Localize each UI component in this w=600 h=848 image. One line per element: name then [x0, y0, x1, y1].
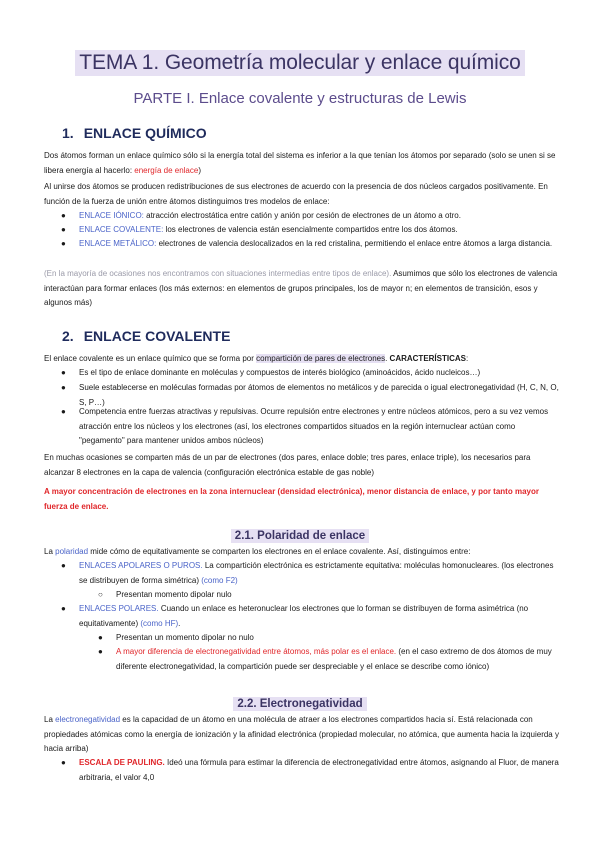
bullet-icon: ●	[61, 368, 66, 377]
list-item-nonmetals: ● Suele establecerse en moléculas formadas por átomos de elementos no metálicos y de parecida o igual electronegatividad (H, C, N, O, S, P…)	[61, 383, 559, 407]
section-2-paragraph-1: El enlace covalente es un enlace químico que se forma por compartición de pares de electrones. CARACTERÍSTICAS:	[44, 354, 469, 363]
bullet-icon: ●	[98, 633, 103, 642]
list-item-apolar: ● ENLACES APOLARES O PUROS. La compartición electrónica es estrictamente equitativa: moléculas homonucleares. (los electrones se distribuyen de forma simétrica) (como F2)	[61, 561, 554, 585]
bullet-icon: ●	[61, 561, 66, 570]
section-1-paragraph-1: Dos átomos forman un enlace químico sólo si la energía total del sistema es inferior a la que tenían los átomos por separado (solo se unen si se libera energía al hacerlo: energía de enlace)	[44, 151, 556, 175]
bullet-icon: ●	[61, 383, 66, 392]
list-item-dominant: ● Es el tipo de enlace dominante en moléculas y compuestos de interés biológico (aminoácidos, ácido nucleicos…)	[79, 366, 559, 381]
subsection-2-1-heading: 2.1. Polaridad de enlace	[0, 526, 600, 544]
subsection-2-2-heading: 2.2. Electronegatividad	[0, 694, 600, 712]
list-item-polar: ● ENLACES POLARES. Cuando un enlace es heteronuclear los electrones que lo forman se distribuyen de forma asimétrica (no equitativamente) (como HF).	[61, 604, 529, 628]
sub-item-apolar-dipole: ○ Presentan momento dipolar nulo	[116, 588, 560, 603]
section-1-heading: 1. ENLACE QUÍMICO	[62, 125, 207, 141]
bullet-icon: ●	[61, 211, 66, 220]
sub-item-polar-dipole: ● Presentan un momento dipolar no nulo	[116, 631, 560, 646]
section-2-heading: 2. ENLACE COVALENTE	[62, 328, 231, 344]
hollow-bullet-icon: ○	[98, 590, 103, 599]
list-item-covalent: ● ENLACE COVALENTE: los electrones de valencia están esencialmente compartidos entre los dos átomos.	[79, 223, 559, 238]
subsection-2-1-paragraph: La polaridad mide cómo de equitativamente se comparten los electrones en el enlace covalente. Así, distinguimos entre:	[44, 547, 471, 556]
list-item-forces: ● Competencia entre fuerzas atractivas y repulsivas. Ocurre repulsión entre electrones y entre núcleos atómicos, pero a su vez vemos atracción entre los núcleos y los electrones (así, los electrones compartidos situados en la región internuclear actúan como "pegamento" para mantener unidos ambos núcleos)	[61, 407, 549, 445]
list-item-metallic: ● ENLACE METÁLICO: electrones de valencia deslocalizados en la red cristalina, permitiendo el enlace entre átomos a larga distancia.	[79, 237, 559, 252]
section-2-paragraph-3: A mayor concentración de electrones en la zona internuclear (densidad electrónica), menor distancia de enlace, y por tanto mayor fuerza de enlace.	[44, 487, 539, 511]
bullet-icon: ●	[61, 239, 66, 248]
bullet-icon: ●	[61, 758, 66, 767]
part-heading: PARTE I. Enlace covalente y estructuras de Lewis	[133, 90, 467, 107]
document-title: TEMA 1. Geometría molecular y enlace químico	[75, 50, 524, 76]
list-item-ionic: ● ENLACE IÓNICO: atracción electrostática entre catión y anión por cesión de electrones de un átomo a otro.	[79, 209, 559, 224]
subsection-2-2-paragraph: La electronegatividad es la capacidad de un átomo en una molécula de atraer a los electrones compartidos hacia sí. Está relacionada con propiedades atómicas como la energía de ionización y la afinidad electrónica (propiedad molecular, no atómica, que aumenta hacia la izquierda y hacia arriba)	[44, 715, 559, 753]
section-1-paragraph-2: Al unirse dos átomos se producen redistribuciones de sus electrones de acuerdo con la presencia de dos núcleos cargados positivamente. En función de la fuerza de unión entre átomos distinguimos tres modelos de enlace:	[44, 182, 548, 206]
bullet-icon: ●	[61, 225, 66, 234]
section-2-paragraph-2: En muchas ocasiones se comparten más de un par de electrones (dos pares, enlace doble; tres pares, enlace triple), los necesarios para alcanzar 8 electrones en la capa de valencia (configuración electrónica estable de gas noble)	[44, 453, 531, 477]
list-item-pauling: ● ESCALA DE PAULING. Ideó una fórmula para estimar la diferencia de electronegatividad entre átomos, asignando al Fluor, de manera arbitraria, el valor 4,0	[61, 758, 559, 782]
bullet-icon: ●	[61, 604, 66, 613]
bullet-icon: ●	[61, 407, 66, 416]
bullet-icon: ●	[98, 647, 103, 656]
sub-item-polar-electronegativity: ● A mayor diferencia de electronegatividad entre átomos, más polar es el enlace. (en el caso extremo de dos átomos de muy diferente electronegatividad, la compartición puede ser despreciable y el enlace se describe como iónico)	[98, 647, 552, 671]
section-1-paragraph-3: (En la mayoría de ocasiones nos encontramos con situaciones intermedias entre tipos de enlace). Asumimos que sólo los electrones de valencia interactúan para formar enlaces (los más externos: en elementos de grupos principales, los de mayor n; en elementos de transición, esos y algunos más)	[44, 269, 558, 307]
